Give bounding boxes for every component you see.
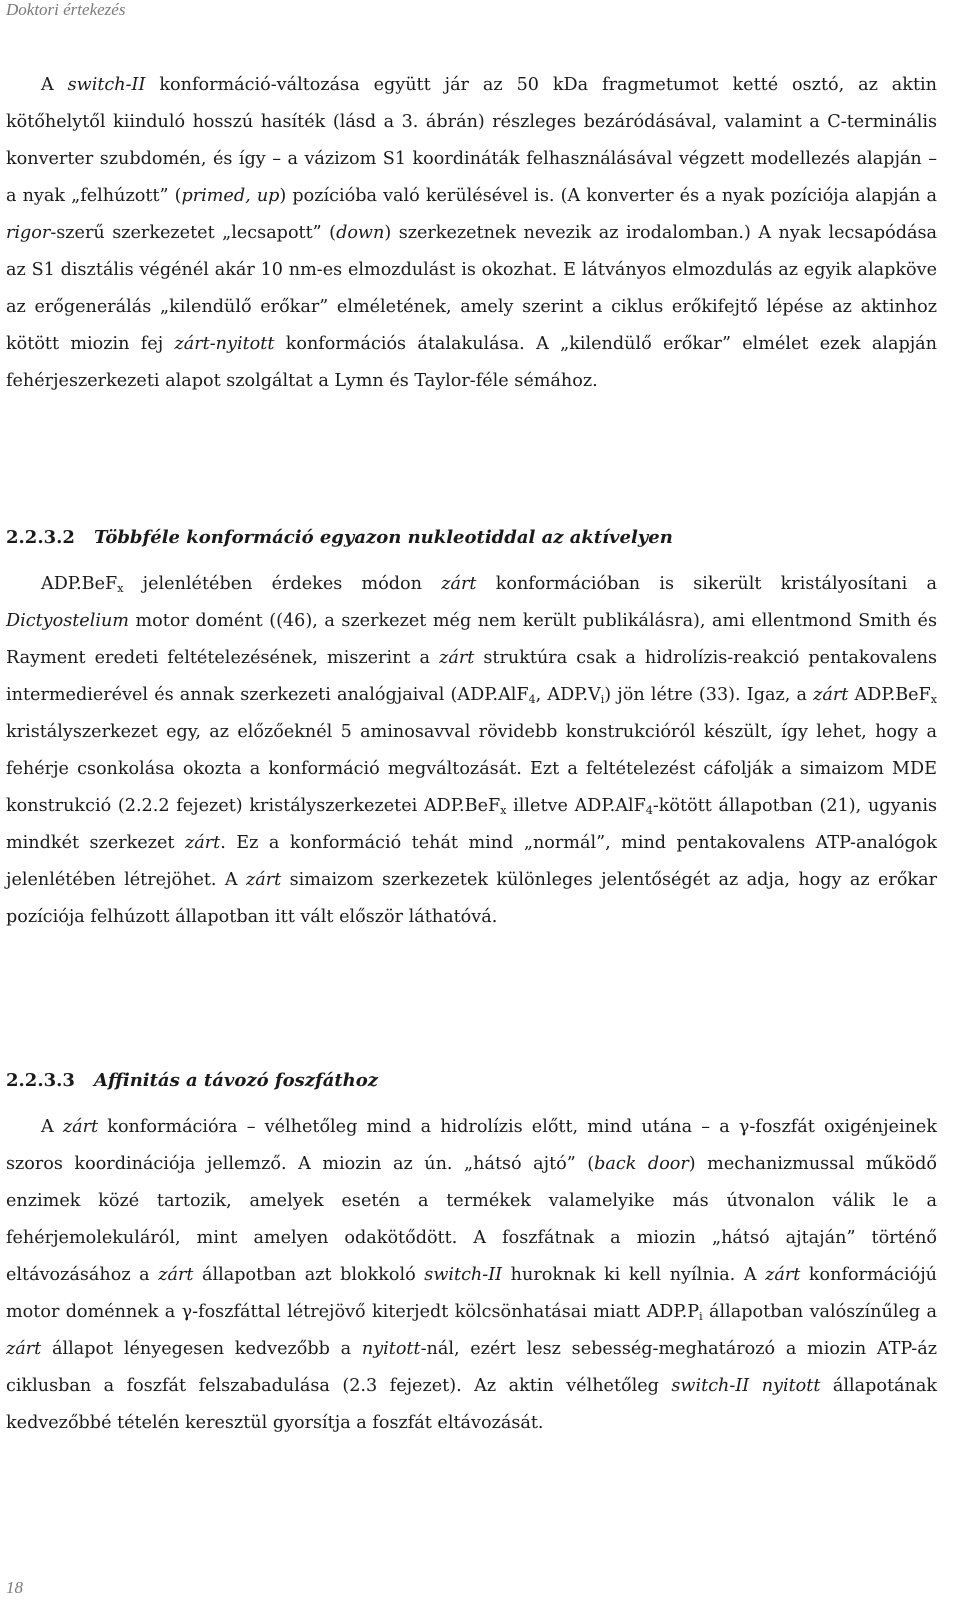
italic-text: switch-II nyitott	[671, 1376, 821, 1396]
italic-text: Dictyostelium	[6, 611, 129, 631]
text-run: ) pozícióba való kerülésével is. (A konverter és a nyak pozíciója alapján a	[279, 186, 937, 206]
paragraph	[6, 566, 937, 936]
subscript-text: x	[117, 582, 124, 595]
text-run: konformáció-változása együtt jár az 50 kDa fragmetumot ketté osztó, az aktin kötőhelytől kiinduló hosszú hasíték (lásd a 3. ábrán) részleges bezáródásával, valamint a C-terminális konverter szubdomén, és így – a vázizom S1 koordináták felhasználásával végzett modellezés alapján – a nyak „felhúzott” (	[6, 75, 937, 206]
italic-text: zárt	[441, 574, 477, 594]
text-run: A	[41, 1117, 63, 1137]
section-1-body	[6, 67, 937, 400]
italic-text: zárt	[813, 685, 849, 705]
text-run: motor domént ((46), a szerkezet még nem került publikálásra), ami ellentmond Smith és Rayment eredeti feltételezésének, miszerint a	[6, 611, 937, 668]
italic-text: back door	[594, 1154, 689, 1174]
text-run: , ADP.V	[535, 685, 601, 705]
text-run: simaizom szerkezetek különleges jelentőségét az adja, hogy az erőkar pozíciója felhúzott állapotban itt vált először láthatóvá.	[6, 870, 937, 927]
text-run: állapotának kedvezőbbé tételén keresztül gyorsítja a foszfát eltávozását.	[6, 1376, 937, 1433]
italic-text: zárt	[158, 1265, 194, 1285]
text-run: jelenlétében érdekes módon	[123, 574, 442, 594]
text-run: kristályszerkezet egy, az előzőeknél 5 aminosavval rövidebb konstrukcióról készült, így lehet, hogy a fehérje csonkolása okozta a konformáció megváltozását. Ezt a feltételezést cáfolják a simaizom MDE konstrukció (2.2.2 fejezet) kristályszerkezetei ADP.BeF	[6, 722, 937, 816]
section-2-body	[6, 566, 937, 936]
subscript-text: i	[600, 693, 605, 706]
text-run: konformációs átalakulása. A „kilendülő erőkar” elmélet ezek alapján fehérjeszerkezeti alapot szolgáltat a Lymn és Taylor-féle sémához.	[6, 334, 938, 391]
italic-text: zárt	[439, 648, 475, 668]
paragraph	[6, 1109, 937, 1442]
text-run: . Ez a konformáció tehát mind „normál”, mind pentakovalens ATP-analógok jelenlétében létrejöhet. A	[6, 833, 938, 890]
section-title: Többféle konformáció egyazon nukleotiddal az aktívelyen	[94, 527, 673, 548]
text-run: ADP.BeF	[848, 685, 931, 705]
italic-text: zárt	[62, 1117, 99, 1137]
italic-text: switch-II	[67, 75, 146, 95]
section-3-body	[6, 1109, 937, 1442]
text-run: konformációban is sikerült kristályosítani a	[476, 574, 937, 594]
page-number: 18	[6, 1578, 23, 1597]
text-run: ) szerkezetnek nevezik az irodalomban.) A nyak lecsapódása az S1 disztális végénél akár 10 nm-es elmozdulást is okozhat. E látványos elmozdulás az egyik alapköve az erőgenerálás „kilendülő erőkar” elméletének, amely szerint a ciklus erőkifejtő lépése az aktinhoz kötött miozin fej	[6, 223, 937, 354]
italic-text: zárt	[246, 870, 282, 890]
text-run: konformációjú motor doménnek a γ-foszfáttal létrejövő kiterjedt kölcsönhatásai miatt ADP.P	[6, 1265, 938, 1322]
italic-text: rigor	[6, 223, 51, 243]
text-run: -szerű szerkezetet „lecsapott” (	[50, 223, 337, 243]
paragraph	[6, 67, 937, 400]
section-heading-2-2-3-2	[6, 527, 673, 548]
italic-text: nyitott	[361, 1339, 421, 1359]
text-run: -nál, ezért lesz sebesség-meghatározó a miozin ATP-áz ciklusban a foszfát felszabadulása (2.3 fejezet). Az aktin vélhetőleg	[6, 1339, 937, 1396]
italic-text: zárt	[6, 1339, 42, 1359]
subscript-text: i	[699, 1310, 703, 1323]
text-run: konformációra – vélhetőleg mind a hidrolízis előtt, mind utána – a γ-foszfát oxigénjeinek szoros koordinációja jellemző. A miozin az ún. „hátsó ajtó” (	[6, 1117, 937, 1174]
text-run: állapotban azt blokkoló	[193, 1265, 425, 1285]
section-number: 2.2.3.2	[6, 527, 75, 548]
text-run: -kötött állapotban (21), ugyanis mindkét szerkezet	[6, 796, 937, 853]
italic-text: zárt	[765, 1265, 801, 1285]
subscript-text: x	[930, 693, 937, 706]
section-number: 2.2.3.3	[6, 1070, 75, 1091]
text-run: illetve ADP.AlF	[506, 796, 646, 816]
subscript-text: 4	[645, 804, 653, 817]
text-run: állapotban valószínűleg a	[702, 1302, 937, 1322]
italic-text: primed, up	[181, 186, 280, 206]
section-heading-2-2-3-3	[6, 1070, 378, 1091]
section-title: Affinitás a távozó foszfáthoz	[94, 1070, 379, 1091]
italic-text: zárt-nyitott	[174, 334, 275, 354]
text-run: A	[41, 75, 68, 95]
text-run: állapot lényegesen kedvezőbb a	[41, 1339, 362, 1359]
subscript-text: x	[500, 804, 507, 817]
running-header: Doktori értekezés	[6, 0, 126, 19]
text-run: huroknak ki kell nyílnia. A	[502, 1265, 766, 1285]
italic-text: zárt	[184, 833, 221, 853]
text-run: ) mechanizmussal működő enzimek közé tartozik, amelyek esetén a termékek valamelyike más útvonalon válik le a fehérjemolekuláról, mint amelyen odakötődött. A foszfátnak a miozin „hátsó ajtaján” történő eltávozásához a	[6, 1154, 937, 1285]
subscript-text: 4	[528, 693, 536, 706]
text-run: ) jön létre (33). Igaz, a	[604, 685, 814, 705]
text-run: ADP.BeF	[41, 574, 118, 594]
italic-text: switch-II	[424, 1265, 503, 1285]
italic-text: down	[336, 223, 385, 243]
text-run: struktúra csak a hidrolízis-reakció pentakovalens intermedierével és annak szerkezeti analógjaival (ADP.AlF	[6, 648, 937, 705]
